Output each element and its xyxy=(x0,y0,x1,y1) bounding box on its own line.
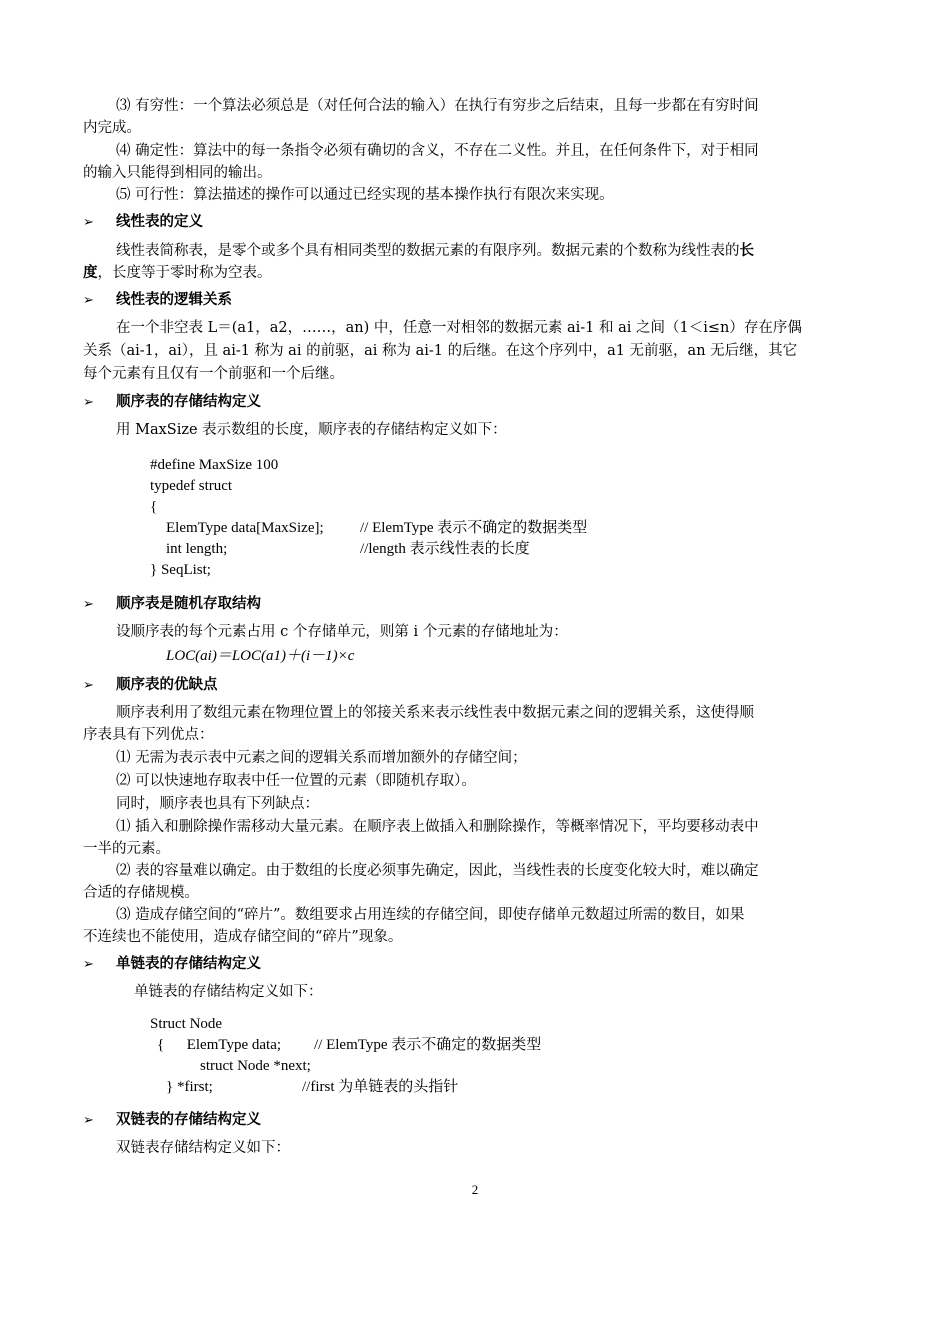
code-line: typedef struct xyxy=(150,478,233,494)
code-comment: //first 为单链表的头指针 xyxy=(302,1079,459,1095)
para-random-access: 设顺序表的每个元素占用 c 个存储单元，则第 i 个元素的存储地址为： xyxy=(116,624,568,640)
code-line: #define MaxSize 100 xyxy=(150,457,279,473)
arrow-bullet-icon: ➢ xyxy=(83,293,94,308)
heading-doubly-linked-list: ➢ 双链表的存储结构定义 xyxy=(83,1110,261,1131)
heading-random-access: ➢ 顺序表是随机存取结构 xyxy=(83,594,261,615)
para-determinism-cont: 的输入只能得到相同的输出。 xyxy=(83,165,272,181)
list-item-pro-1: ⑴ 无需为表示表中元素之间的逻辑关系而增加额外的存储空间； xyxy=(116,750,527,766)
code-line: ElemType data[MaxSize]; xyxy=(166,520,324,536)
arrow-bullet-icon: ➢ xyxy=(83,1113,94,1128)
para-cons-intro: 同时，顺序表也具有下列缺点： xyxy=(116,796,319,812)
para-pros-intro: 顺序表利用了数组元素在物理位置上的邻接关系来表示线性表中数据元素之间的逻辑关系，这使得顺 xyxy=(116,705,754,721)
list-item-con-1-cont: 一半的元素。 xyxy=(83,841,170,857)
code-line: Struct Node xyxy=(150,1016,223,1032)
para-finiteness-cont: 内完成。 xyxy=(83,120,141,136)
code-line: struct Node *next; xyxy=(200,1058,311,1074)
arrow-bullet-icon: ➢ xyxy=(83,215,94,230)
arrow-bullet-icon: ➢ xyxy=(83,957,94,972)
para-linear-list-definition-cont: 度，长度等于零时称为空表。 xyxy=(83,264,272,281)
arrow-bullet-icon: ➢ xyxy=(83,395,94,410)
code-line: } SeqList; xyxy=(150,562,211,578)
list-item-con-2: ⑵ 表的容量难以确定。由于数组的长度必须事先确定，因此，当线性表的长度变化较大时，难以确定 xyxy=(116,863,759,879)
heading-logical-relation: ➢ 线性表的逻辑关系 xyxy=(83,290,232,311)
code-comment: // ElemType 表示不确定的数据类型 xyxy=(360,520,588,536)
para-logical-relation-1: 在一个非空表 L＝(a1，a2，……，an) 中，任意一对相邻的数据元素 ai-1 和 ai 之间（1＜i≤n）存在序偶 xyxy=(116,320,802,336)
para-linear-list-definition: 线性表简称表，是零个或多个具有相同类型的数据元素的有限序列。数据元素的个数称为线性表的长 xyxy=(116,242,754,259)
para-pros-intro-cont: 序表具有下列优点： xyxy=(83,727,214,743)
code-line: int length; xyxy=(166,541,228,557)
para-seqlist-intro: 用 MaxSize 表示数组的长度，顺序表的存储结构定义如下： xyxy=(116,422,507,438)
heading-pros-cons: ➢ 顺序表的优缺点 xyxy=(83,675,218,696)
heading-linked-list-storage: ➢ 单链表的存储结构定义 xyxy=(83,954,261,975)
para-finiteness: ⑶ 有穷性：一个算法必须总是（对任何合法的输入）在执行有穷步之后结束，且每一步都在有穷时间 xyxy=(116,98,759,114)
code-line: { xyxy=(150,499,158,515)
list-item-con-2-cont: 合适的存储规模。 xyxy=(83,885,199,901)
para-logical-relation-3: 每个元素有且仅有一个前驱和一个后继。 xyxy=(83,366,344,382)
list-item-con-1: ⑴ 插入和删除操作需移动大量元素。在顺序表上做插入和删除操作，等概率情况下，平均要移动表中 xyxy=(116,819,759,835)
code-line: } *first; xyxy=(166,1079,213,1095)
para-doubly-linked-intro: 双链表存储结构定义如下： xyxy=(116,1140,290,1156)
para-feasibility: ⑸ 可行性：算法描述的操作可以通过已经实现的基本操作执行有限次来实现。 xyxy=(116,187,614,203)
code-comment: // ElemType 表示不确定的数据类型 xyxy=(314,1037,542,1053)
arrow-bullet-icon: ➢ xyxy=(83,597,94,612)
para-linked-list-intro: 单链表的存储结构定义如下： xyxy=(134,984,323,1000)
code-comment: //length 表示线性表的长度 xyxy=(360,541,530,557)
heading-seqlist-storage: ➢ 顺序表的存储结构定义 xyxy=(83,392,261,413)
heading-linear-list-definition: ➢ 线性表的定义 xyxy=(83,212,203,233)
list-item-con-3-cont: 不连续也不能使用，造成存储空间的“碎片”现象。 xyxy=(83,929,403,945)
para-logical-relation-2: 关系（ai-1，ai），且 ai-1 称为 ai 的前驱，ai 称为 ai-1 的后继。在这个序列中，a1 无前驱，an 无后继，其它 xyxy=(83,343,798,359)
formula-loc: LOC(ai)＝LOC(a1)＋(i－1)×c xyxy=(166,648,355,664)
arrow-bullet-icon: ➢ xyxy=(83,678,94,693)
code-line: { ElemType data; xyxy=(157,1037,282,1053)
list-item-pro-2: ⑵ 可以快速地存取表中任一位置的元素（即随机存取）。 xyxy=(116,773,476,789)
list-item-con-3: ⑶ 造成存储空间的“碎片”。数组要求占用连续的存储空间，即使存储单元数超过所需的数目，如果 xyxy=(116,907,745,923)
page-number: 2 xyxy=(471,1182,479,1197)
para-determinism: ⑷ 确定性：算法中的每一条指令必须有确切的含义，不存在二义性。并且，在任何条件下，对于相同 xyxy=(116,143,759,159)
